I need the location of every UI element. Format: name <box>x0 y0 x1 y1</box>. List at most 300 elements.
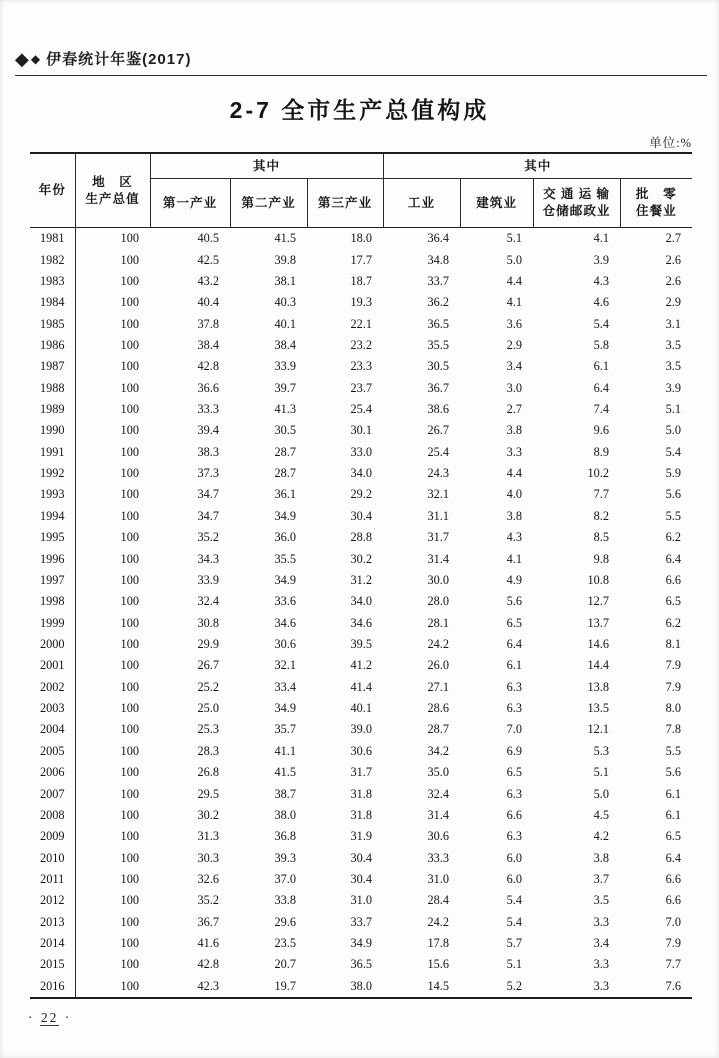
table-row <box>30 292 692 313</box>
value-cell: 6.0 <box>506 850 523 865</box>
page-title: 2-7 全市生产总值构成 <box>229 97 490 123</box>
value-cell: 36.5 <box>350 957 373 972</box>
value-cell: 6.4 <box>665 850 682 865</box>
table-row <box>30 805 692 826</box>
value-cell: 100 <box>120 786 139 801</box>
value-cell: 5.4 <box>506 893 523 908</box>
value-cell: 32.1 <box>427 487 450 502</box>
year-cell: 1995 <box>30 527 75 548</box>
value-cell: 30.8 <box>197 615 219 630</box>
year-cell: 1988 <box>30 378 75 399</box>
value-cell: 33.3 <box>197 402 219 417</box>
col-header-primary-industry: 第一产业 <box>150 179 230 228</box>
value-cell: 28.7 <box>274 444 296 459</box>
table-row <box>30 954 692 975</box>
value-cell: 6.3 <box>506 829 523 844</box>
year-cell: 2003 <box>30 698 75 719</box>
value-cell: 34.0 <box>350 594 373 609</box>
value-cell: 3.3 <box>593 978 610 993</box>
value-cell: 36.8 <box>274 829 296 844</box>
value-cell: 19.3 <box>350 295 373 310</box>
value-cell: 100 <box>120 252 139 267</box>
value-cell: 41.5 <box>274 765 296 780</box>
col-header-wholesale-retail-catering <box>620 179 692 228</box>
value-cell: 5.1 <box>506 231 523 246</box>
value-cell: 4.4 <box>506 466 523 481</box>
value-cell: 26.8 <box>197 765 219 780</box>
value-cell: 31.0 <box>350 893 373 908</box>
value-cell: 100 <box>120 743 139 758</box>
year-cell: 2008 <box>30 805 75 826</box>
value-cell: 5.6 <box>506 594 523 609</box>
value-cell: 100 <box>120 466 139 481</box>
value-cell: 24.3 <box>427 466 450 481</box>
value-cell: 38.4 <box>197 337 219 352</box>
value-cell: 30.2 <box>197 807 219 822</box>
table-row <box>30 356 692 377</box>
col-header-year: 年份 <box>30 153 75 228</box>
value-cell: 6.6 <box>506 807 523 822</box>
value-cell: 34.2 <box>427 743 450 758</box>
table-row <box>30 762 692 783</box>
year-cell: 2006 <box>30 762 75 783</box>
value-cell: 38.4 <box>274 337 296 352</box>
value-cell: 36.4 <box>427 231 450 246</box>
value-cell: 35.7 <box>274 722 296 737</box>
value-cell: 9.6 <box>593 423 610 438</box>
value-cell: 15.6 <box>427 957 450 972</box>
year-cell: 1992 <box>30 463 75 484</box>
value-cell: 10.2 <box>587 466 610 481</box>
value-cell: 28.3 <box>197 743 219 758</box>
year-cell: 1984 <box>30 292 75 313</box>
unit-label: 单位:% <box>649 136 692 150</box>
value-cell: 100 <box>120 914 139 929</box>
year-cell: 1981 <box>30 228 75 250</box>
table-row <box>30 677 692 698</box>
value-cell: 7.6 <box>665 978 682 993</box>
value-cell: 33.9 <box>197 572 219 587</box>
value-cell: 26.7 <box>427 423 450 438</box>
value-cell: 7.4 <box>593 402 610 417</box>
value-cell: 4.3 <box>593 273 610 288</box>
table-row <box>30 548 692 569</box>
value-cell: 100 <box>120 871 139 886</box>
value-cell: 4.3 <box>506 530 523 545</box>
value-cell: 20.7 <box>274 957 296 972</box>
value-cell: 5.5 <box>665 508 682 523</box>
table-row <box>30 719 692 740</box>
gdp-composition-table <box>30 152 692 999</box>
value-cell: 8.0 <box>665 701 682 716</box>
year-cell: 2005 <box>30 741 75 762</box>
value-cell: 5.1 <box>665 402 682 417</box>
value-cell: 6.0 <box>506 871 523 886</box>
value-cell: 4.5 <box>593 807 610 822</box>
value-cell: 4.0 <box>506 487 523 502</box>
value-cell: 31.3 <box>197 829 219 844</box>
value-cell: 6.5 <box>506 615 523 630</box>
value-cell: 43.2 <box>197 273 219 288</box>
table-row <box>30 783 692 804</box>
value-cell: 100 <box>120 273 139 288</box>
value-cell: 31.2 <box>350 572 373 587</box>
value-cell: 33.7 <box>350 914 373 929</box>
value-cell: 41.2 <box>350 658 373 673</box>
year-cell: 2009 <box>30 826 75 847</box>
table-row <box>30 976 692 998</box>
value-cell: 100 <box>120 530 139 545</box>
value-cell: 10.8 <box>587 572 610 587</box>
value-cell: 41.3 <box>274 402 296 417</box>
value-cell: 18.7 <box>350 273 373 288</box>
year-cell: 2011 <box>30 869 75 890</box>
value-cell: 3.6 <box>506 316 523 331</box>
col-header-transport-storage-post <box>533 179 620 228</box>
value-cell: 7.9 <box>665 679 682 694</box>
value-cell: 39.4 <box>197 423 219 438</box>
value-cell: 28.8 <box>350 530 373 545</box>
value-cell: 5.4 <box>665 444 682 459</box>
value-cell: 6.5 <box>665 829 682 844</box>
value-cell: 100 <box>120 637 139 651</box>
table-body <box>30 228 692 998</box>
value-cell: 29.9 <box>197 637 219 651</box>
table-row <box>30 912 692 933</box>
value-cell: 31.9 <box>350 829 373 844</box>
table-row <box>30 933 692 954</box>
page-number <box>28 1010 71 1026</box>
value-cell: 7.8 <box>665 722 682 737</box>
col-header-industry: 工业 <box>383 179 460 228</box>
value-cell: 34.7 <box>197 508 219 523</box>
value-cell: 18.0 <box>350 231 373 246</box>
value-cell: 6.2 <box>665 615 682 630</box>
value-cell: 35.5 <box>427 337 450 352</box>
value-cell: 38.6 <box>427 402 450 417</box>
value-cell: 6.4 <box>506 637 523 651</box>
value-cell: 41.6 <box>197 936 219 951</box>
value-cell: 35.2 <box>197 530 219 545</box>
table-row <box>30 399 692 420</box>
value-cell: 6.5 <box>665 594 682 609</box>
value-cell: 32.6 <box>197 871 219 886</box>
value-cell: 34.9 <box>274 701 296 716</box>
value-cell: 100 <box>120 487 139 502</box>
value-cell: 3.1 <box>665 316 682 331</box>
table-row <box>30 335 692 356</box>
year-cell: 1982 <box>30 249 75 270</box>
value-cell: 37.8 <box>197 316 219 331</box>
value-cell: 25.4 <box>427 444 450 459</box>
value-cell: 23.3 <box>350 359 373 374</box>
table-row <box>30 249 692 270</box>
year-cell: 1996 <box>30 548 75 569</box>
value-cell: 41.4 <box>350 679 373 694</box>
value-cell: 12.7 <box>587 594 610 609</box>
value-cell: 12.1 <box>587 722 610 737</box>
value-cell: 26.7 <box>197 658 219 673</box>
value-cell: 2.9 <box>506 337 523 352</box>
value-cell: 22.1 <box>350 316 373 331</box>
value-cell: 6.4 <box>665 551 682 566</box>
value-cell: 100 <box>120 359 139 374</box>
value-cell: 6.3 <box>506 679 523 694</box>
value-cell: 6.4 <box>593 380 610 395</box>
value-cell: 30.4 <box>350 508 373 523</box>
value-cell: 5.5 <box>665 743 682 758</box>
wholesale-line1: 批 零 <box>635 187 677 201</box>
value-cell: 5.6 <box>665 487 682 502</box>
year-cell: 1989 <box>30 399 75 420</box>
value-cell: 42.8 <box>197 359 219 374</box>
value-cell: 13.8 <box>587 679 610 694</box>
wholesale-line2: 住餐业 <box>635 204 677 218</box>
value-cell: 33.4 <box>274 679 296 694</box>
value-cell: 41.5 <box>274 231 296 246</box>
value-cell: 31.0 <box>427 871 450 886</box>
value-cell: 33.9 <box>274 359 296 374</box>
value-cell: 2.7 <box>665 231 682 246</box>
value-cell: 7.9 <box>665 936 682 951</box>
value-cell: 28.7 <box>427 722 450 737</box>
value-cell: 30.4 <box>350 850 373 865</box>
value-cell: 33.3 <box>427 850 450 865</box>
value-cell: 6.5 <box>506 765 523 780</box>
value-cell: 6.6 <box>665 572 682 587</box>
value-cell: 5.7 <box>506 936 523 951</box>
value-cell: 34.9 <box>350 936 373 951</box>
value-cell: 100 <box>120 615 139 630</box>
value-cell: 6.6 <box>665 871 682 886</box>
value-cell: 4.4 <box>506 273 523 288</box>
table-row <box>30 698 692 719</box>
value-cell: 28.1 <box>427 615 450 630</box>
value-cell: 100 <box>120 231 139 246</box>
value-cell: 5.0 <box>506 252 523 267</box>
year-cell: 2007 <box>30 783 75 804</box>
table-row <box>30 527 692 548</box>
value-cell: 5.0 <box>593 786 610 801</box>
table-row <box>30 442 692 463</box>
value-cell: 4.6 <box>593 295 610 310</box>
value-cell: 24.2 <box>427 914 450 929</box>
value-cell: 100 <box>120 978 139 993</box>
value-cell: 100 <box>120 402 139 417</box>
year-cell: 1993 <box>30 484 75 505</box>
value-cell: 40.4 <box>197 295 219 310</box>
value-cell: 38.3 <box>197 444 219 459</box>
value-cell: 25.2 <box>197 679 219 694</box>
value-cell: 6.6 <box>665 893 682 908</box>
running-head <box>15 48 707 76</box>
value-cell: 30.2 <box>350 551 373 566</box>
value-cell: 34.8 <box>427 252 450 267</box>
value-cell: 39.0 <box>350 722 373 737</box>
value-cell: 14.5 <box>427 978 450 993</box>
col-group-among-which-2: 其中 <box>383 153 692 179</box>
regional-gdp-line2: 生产总值 <box>85 191 140 206</box>
value-cell: 35.0 <box>427 765 450 780</box>
value-cell: 31.1 <box>427 508 450 523</box>
value-cell: 3.5 <box>665 359 682 374</box>
value-cell: 32.4 <box>427 786 450 801</box>
value-cell: 24.2 <box>427 637 450 651</box>
diamond-icon: ◆ <box>30 51 41 66</box>
value-cell: 33.8 <box>274 893 296 908</box>
value-cell: 31.4 <box>427 551 450 566</box>
table-row <box>30 890 692 911</box>
value-cell: 6.9 <box>506 743 523 758</box>
value-cell: 23.5 <box>274 936 296 951</box>
value-cell: 3.3 <box>593 957 610 972</box>
value-cell: 8.9 <box>593 444 610 459</box>
page-number-suffix: · <box>64 1010 72 1025</box>
table-row <box>30 313 692 334</box>
value-cell: 28.6 <box>427 701 450 716</box>
value-cell: 3.4 <box>593 936 610 951</box>
year-cell: 1983 <box>30 271 75 292</box>
table-row <box>30 634 692 655</box>
table-row <box>30 228 692 250</box>
year-cell: 1998 <box>30 591 75 612</box>
value-cell: 9.8 <box>593 551 610 566</box>
value-cell: 39.8 <box>274 252 296 267</box>
value-cell: 100 <box>120 423 139 438</box>
year-cell: 2001 <box>30 655 75 676</box>
year-cell: 1999 <box>30 612 75 633</box>
col-header-regional-gdp <box>75 153 150 228</box>
value-cell: 36.1 <box>274 487 296 502</box>
table-row <box>30 741 692 762</box>
value-cell: 32.4 <box>197 594 219 609</box>
year-cell: 2014 <box>30 933 75 954</box>
value-cell: 6.1 <box>665 786 682 801</box>
value-cell: 25.4 <box>350 402 373 417</box>
value-cell: 5.1 <box>593 765 610 780</box>
value-cell: 31.7 <box>350 765 373 780</box>
value-cell: 17.7 <box>350 252 373 267</box>
value-cell: 23.2 <box>350 337 373 352</box>
value-cell: 36.5 <box>427 316 450 331</box>
value-cell: 30.5 <box>274 423 296 438</box>
value-cell: 13.7 <box>587 615 610 630</box>
value-cell: 5.2 <box>506 978 523 993</box>
value-cell: 4.1 <box>593 231 610 246</box>
value-cell: 100 <box>120 337 139 352</box>
value-cell: 33.7 <box>427 273 450 288</box>
value-cell: 34.3 <box>197 551 219 566</box>
value-cell: 34.6 <box>274 615 296 630</box>
value-cell: 42.8 <box>197 957 219 972</box>
table-row <box>30 826 692 847</box>
year-cell: 2013 <box>30 912 75 933</box>
value-cell: 7.9 <box>665 658 682 673</box>
value-cell: 30.3 <box>197 850 219 865</box>
yearbook-title: 伊春统计年鉴(2017) <box>46 51 192 68</box>
table-row <box>30 484 692 505</box>
page-number-value: 22 <box>40 1010 59 1025</box>
value-cell: 100 <box>120 380 139 395</box>
year-cell: 1985 <box>30 313 75 334</box>
table-row <box>30 506 692 527</box>
year-cell: 1986 <box>30 335 75 356</box>
value-cell: 40.1 <box>350 701 373 716</box>
value-cell: 5.4 <box>593 316 610 331</box>
value-cell: 3.0 <box>506 380 523 395</box>
table-row <box>30 378 692 399</box>
value-cell: 3.3 <box>506 444 523 459</box>
value-cell: 13.5 <box>587 701 610 716</box>
value-cell: 2.7 <box>506 402 523 417</box>
value-cell: 40.3 <box>274 295 296 310</box>
value-cell: 25.0 <box>197 701 219 716</box>
value-cell: 34.6 <box>350 615 373 630</box>
year-cell: 2015 <box>30 954 75 975</box>
value-cell: 41.1 <box>274 743 296 758</box>
value-cell: 40.5 <box>197 231 219 246</box>
year-cell: 1994 <box>30 506 75 527</box>
col-group-among-which-1: 其中 <box>150 153 383 179</box>
year-cell: 1990 <box>30 420 75 441</box>
value-cell: 3.9 <box>665 380 682 395</box>
value-cell: 36.7 <box>427 380 450 395</box>
value-cell: 100 <box>120 551 139 566</box>
table-row <box>30 463 692 484</box>
value-cell: 38.0 <box>274 807 296 822</box>
value-cell: 100 <box>120 936 139 951</box>
value-cell: 4.9 <box>506 572 523 587</box>
year-cell: 1991 <box>30 442 75 463</box>
table-row <box>30 570 692 591</box>
value-cell: 100 <box>120 893 139 908</box>
value-cell: 5.4 <box>506 914 523 929</box>
year-cell: 1997 <box>30 570 75 591</box>
col-header-secondary-industry: 第二产业 <box>230 179 307 228</box>
value-cell: 100 <box>120 594 139 609</box>
value-cell: 40.1 <box>274 316 296 331</box>
regional-gdp-line1: 地 区 <box>92 174 133 189</box>
value-cell: 28.7 <box>274 466 296 481</box>
value-cell: 4.1 <box>506 551 523 566</box>
value-cell: 33.0 <box>350 444 373 459</box>
value-cell: 30.6 <box>350 743 373 758</box>
year-cell: 2012 <box>30 890 75 911</box>
value-cell: 30.6 <box>427 829 450 844</box>
value-cell: 2.6 <box>665 273 682 288</box>
value-cell: 5.8 <box>593 337 610 352</box>
value-cell: 30.4 <box>350 871 373 886</box>
value-cell: 25.3 <box>197 722 219 737</box>
value-cell: 5.1 <box>506 957 523 972</box>
value-cell: 3.7 <box>593 871 610 886</box>
value-cell: 7.0 <box>506 722 523 737</box>
table-row <box>30 655 692 676</box>
value-cell: 3.3 <box>593 914 610 929</box>
value-cell: 5.9 <box>665 466 682 481</box>
value-cell: 42.3 <box>197 978 219 993</box>
value-cell: 31.8 <box>350 786 373 801</box>
table-row <box>30 612 692 633</box>
value-cell: 34.7 <box>197 487 219 502</box>
value-cell: 100 <box>120 658 139 673</box>
value-cell: 100 <box>120 850 139 865</box>
value-cell: 3.8 <box>506 423 523 438</box>
value-cell: 28.4 <box>427 893 450 908</box>
value-cell: 7.7 <box>665 957 682 972</box>
value-cell: 36.6 <box>197 380 219 395</box>
value-cell: 26.0 <box>427 658 450 673</box>
